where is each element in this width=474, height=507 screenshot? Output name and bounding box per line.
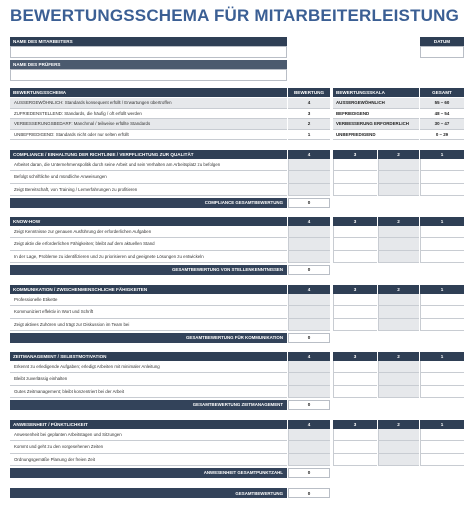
rating-cell[interactable] [420, 238, 464, 250]
scheme-row-text: VERBESSERUNGSBEDARF: Manchmal / teilweise erfüllte Standards [14, 121, 151, 127]
scheme-row [10, 98, 287, 109]
rating-cell[interactable] [420, 171, 464, 183]
scheme-row-range: 30 – 47 [420, 119, 464, 130]
criteria-text: Anwesenheit bei geplanten Arbeitstagen und Sitzungen [14, 432, 122, 438]
criteria-row [10, 454, 287, 466]
section-col-header: 2 [378, 150, 419, 159]
scheme-row-weight: 3 [288, 109, 330, 120]
rating-cell[interactable] [420, 454, 464, 466]
scheme-row-range: 55 – 60 [420, 98, 464, 109]
rating-cell[interactable] [333, 294, 377, 306]
rating-cell[interactable] [378, 226, 419, 238]
criteria-text: Erkennt zu erledigende Aufgaben; erledigt Arbeiten mit minimaler Anleitung [14, 364, 160, 370]
section-col-header: 4 [288, 420, 330, 429]
scheme-row-text: AUSSERGEWÖHNLICH: Standards konsequent erfüllt / Erwartungen übertroffen [14, 100, 172, 106]
rating-cell[interactable] [288, 306, 330, 318]
section-col-header: 1 [420, 420, 464, 429]
criteria-text: Zeigt aktives Zuhören und trägt zur Diskussion im Team bei [14, 321, 130, 327]
rating-cell[interactable] [378, 429, 419, 441]
grand-total-label: GESAMTBEWERTUNG [10, 488, 287, 498]
rating-cell[interactable] [333, 454, 377, 466]
criteria-text: Gutes Zeitmanagement; bleibt konzentriert bei der Arbeit [14, 388, 125, 394]
criteria-text: Zeigt Bereitschaft, von Training / Lernerfahrungen zu profitieren [14, 186, 138, 192]
rating-cell[interactable] [288, 319, 330, 331]
scheme-row [10, 119, 287, 130]
rating-cell[interactable] [333, 171, 377, 183]
scheme-row-scale: UNBEFRIEDIGEND [333, 130, 419, 141]
rating-cell[interactable] [333, 238, 377, 250]
scheme-row-scale: VERBESSERUNG ERFORDERLICH [333, 119, 419, 130]
criteria-text: Kommuniziert effektiv in Wort und Schrift [14, 309, 94, 315]
rating-cell[interactable] [378, 373, 419, 385]
section-header: KOMMUNIKATION / ZWISCHENMENSCHLICHE FÄHIGKEITEN [10, 285, 287, 294]
section-col-header: 4 [288, 285, 330, 294]
rating-cell[interactable] [420, 361, 464, 373]
criteria-row [10, 441, 287, 453]
rating-cell[interactable] [288, 386, 330, 398]
section-col-header: 3 [333, 217, 377, 226]
employee-name-header: NAME DES MITARBEITERS [10, 37, 287, 46]
rating-cell[interactable] [333, 306, 377, 318]
section-total-value: 0 [288, 265, 330, 275]
section-header: KNOW-HOW [10, 217, 287, 226]
rating-cell[interactable] [378, 441, 419, 453]
criteria-text: Zeigt aktiv die erforderlichen Fähigkeiten; bleibt auf dem aktuellen Stand [14, 241, 155, 247]
scale-header: BEWERTUNGSSKALA [333, 88, 419, 97]
rating-cell[interactable] [288, 441, 330, 453]
rating-cell[interactable] [288, 226, 330, 238]
rating-cell[interactable] [420, 226, 464, 238]
criteria-row [10, 373, 287, 385]
criteria-row [10, 251, 287, 263]
reviewer-name-field[interactable] [10, 69, 287, 81]
criteria-text: Ordnungsgemäße Planung der freien Zeit [14, 456, 96, 462]
rating-cell[interactable] [333, 429, 377, 441]
criteria-text: Kommt und geht zu den vorgesehenen Zeiten [14, 444, 104, 450]
section-col-header: 4 [288, 150, 330, 159]
rating-cell[interactable] [420, 441, 464, 453]
section-col-header: 2 [378, 217, 419, 226]
criteria-text: In der Lage, Probleme zu identifizieren und zu priorisieren und geeignete Lösungen zu entwickeln [14, 253, 204, 259]
rating-cell[interactable] [420, 373, 464, 385]
criteria-text: Befolgt schriftliche und mündliche Anweisungen [14, 174, 107, 180]
rating-cell[interactable] [288, 454, 330, 466]
rating-cell[interactable] [378, 238, 419, 250]
criteria-text: Bleibt zuverlässig einhalten [14, 376, 68, 382]
rating-cell[interactable] [378, 251, 419, 263]
scheme-row-weight: 1 [288, 130, 330, 141]
section-total-value: 0 [288, 400, 330, 410]
section-col-header: 2 [378, 352, 419, 361]
rating-cell[interactable] [288, 159, 330, 171]
rating-cell[interactable] [333, 386, 377, 398]
rating-cell[interactable] [378, 171, 419, 183]
rating-cell[interactable] [333, 251, 377, 263]
scheme-row-scale: BEFRIEDIGEND [333, 109, 419, 120]
rating-cell[interactable] [288, 429, 330, 441]
rating-cell[interactable] [378, 361, 419, 373]
scheme-row [10, 130, 287, 141]
rating-cell[interactable] [333, 184, 377, 196]
section-total-label: GESAMTBEWERTUNG VON STELLENKENNTNISSEN [10, 265, 287, 275]
section-header: ANWESENHEIT / PÜNKTLICHKEIT [10, 420, 287, 429]
criteria-row [10, 319, 287, 331]
scheme-row-range: 48 – 54 [420, 109, 464, 120]
criteria-row [10, 238, 287, 250]
section-total-value: 0 [288, 468, 330, 478]
rating-cell[interactable] [333, 226, 377, 238]
rating-cell[interactable] [378, 184, 419, 196]
criteria-row [10, 386, 287, 398]
scheme-row-text: UNBEFRIEDIGEND: Standards nicht oder nur selten erfüllt [14, 131, 129, 137]
total-header: GESAMT [420, 88, 464, 97]
scheme-row-weight: 4 [288, 98, 330, 109]
rating-cell[interactable] [420, 159, 464, 171]
scheme-header: BEWERTUNGSSCHEMA [10, 88, 287, 97]
criteria-row [10, 429, 287, 441]
section-total-label: COMPLIANCE GESAMTBEWERTUNG [10, 198, 287, 208]
criteria-row [10, 184, 287, 196]
section-total-label: GESAMTBEWERTUNG ZEITMANAGEMENT [10, 400, 287, 410]
employee-name-field[interactable] [10, 46, 287, 58]
rating-cell[interactable] [420, 184, 464, 196]
rating-cell[interactable] [378, 454, 419, 466]
rating-cell[interactable] [333, 361, 377, 373]
rating-cell[interactable] [333, 159, 377, 171]
section-col-header: 3 [333, 285, 377, 294]
section-col-header: 3 [333, 150, 377, 159]
scheme-row-scale: AUSSERGEWÖHNLICH [333, 98, 419, 109]
scheme-row [10, 109, 287, 120]
criteria-row [10, 361, 287, 373]
section-total-label: ANWESENHEIT GESAMTPUNKTZAHL [10, 468, 287, 478]
section-col-header: 2 [378, 285, 419, 294]
rating-cell[interactable] [288, 373, 330, 385]
criteria-text: Arbeitet daran, die Unternehmenspolitik durch seine Arbeit und sein Verhalten am Arbeitsplatz zu befolgen [14, 162, 221, 168]
rating-cell[interactable] [288, 171, 330, 183]
section-col-header: 1 [420, 285, 464, 294]
rating-cell[interactable] [420, 386, 464, 398]
section-header: COMPLIANCE / EINHALTUNG DER RICHTLINIE / VERPFLICHTUNG ZUR QUALITÄT [10, 150, 287, 159]
section-col-header: 3 [333, 352, 377, 361]
scheme-row-weight: 2 [288, 119, 330, 130]
section-col-header: 4 [288, 352, 330, 361]
rating-cell[interactable] [288, 361, 330, 373]
rating-cell[interactable] [420, 251, 464, 263]
section-total-label: GESAMTBEWERTUNG FÜR KOMMUNIKATION [10, 333, 287, 343]
date-field[interactable] [420, 46, 464, 58]
rating-cell[interactable] [420, 429, 464, 441]
rating-cell[interactable] [420, 294, 464, 306]
reviewer-name-header: NAME DES PRÜFERS [10, 60, 287, 69]
rating-cell[interactable] [378, 386, 419, 398]
section-col-header: 1 [420, 352, 464, 361]
rating-cell[interactable] [288, 294, 330, 306]
rating-cell[interactable] [288, 184, 330, 196]
rating-cell[interactable] [288, 238, 330, 250]
section-total-value: 0 [288, 333, 330, 343]
scheme-row-range: 0 – 29 [420, 130, 464, 141]
rating-cell[interactable] [378, 306, 419, 318]
rating-cell[interactable] [420, 306, 464, 318]
section-col-header: 2 [378, 420, 419, 429]
page-title: BEWERTUNGSSCHEMA FÜR MITARBEITERLEISTUNG [10, 6, 460, 25]
rating-cell[interactable] [333, 373, 377, 385]
rating-cell[interactable] [378, 159, 419, 171]
criteria-row [10, 226, 287, 238]
section-total-value: 0 [288, 198, 330, 208]
scheme-row-text: ZUFRIEDENSTELLEND: Standards, die häufig / oft erfüllt werden [14, 110, 142, 116]
rating-cell[interactable] [420, 319, 464, 331]
date-header: DATUM [420, 37, 464, 46]
rating-cell[interactable] [378, 294, 419, 306]
rating-cell[interactable] [288, 251, 330, 263]
criteria-row [10, 159, 287, 171]
section-col-header: 1 [420, 150, 464, 159]
weight-header: BEWERTUNG [288, 88, 330, 97]
section-col-header: 1 [420, 217, 464, 226]
criteria-row [10, 294, 287, 306]
section-header: ZEITMANAGEMENT / SELBSTMOTIVATION [10, 352, 287, 361]
criteria-text: Zeigt Kenntnisse zur genauen Ausführung der erforderlichen Aufgaben [14, 229, 152, 235]
criteria-row [10, 171, 287, 183]
rating-cell[interactable] [378, 319, 419, 331]
section-col-header: 4 [288, 217, 330, 226]
criteria-row [10, 306, 287, 318]
criteria-text: Professionelle Etikette [14, 297, 58, 303]
rating-cell[interactable] [333, 319, 377, 331]
rating-cell[interactable] [333, 441, 377, 453]
grand-total-value: 0 [288, 488, 330, 498]
section-col-header: 3 [333, 420, 377, 429]
